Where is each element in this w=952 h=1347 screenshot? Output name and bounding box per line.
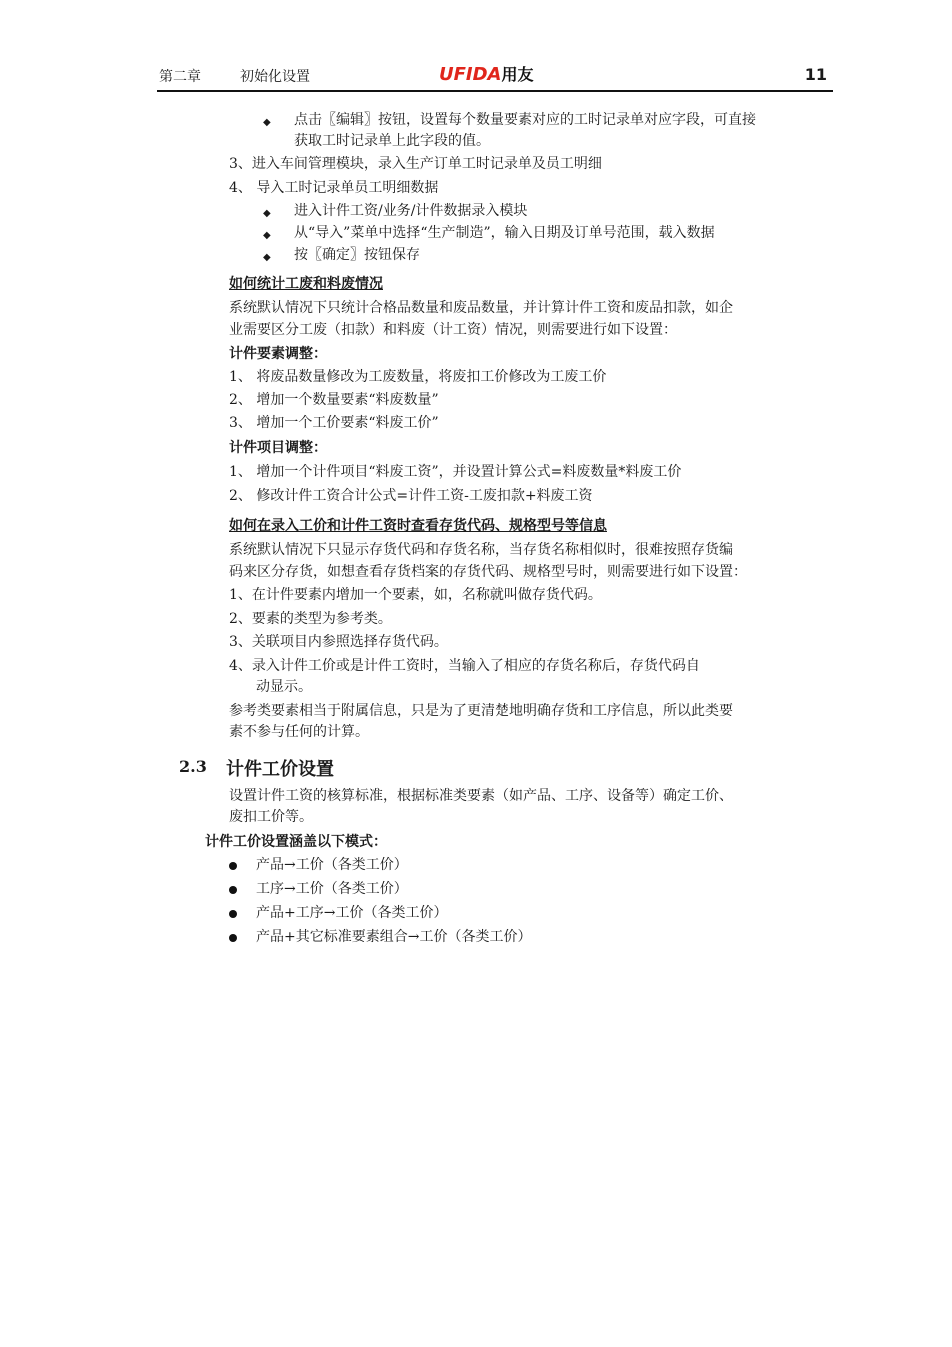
inventory-step-1: 1、在计件要素内增加一个要素，如，名称就叫做存货代码。: [229, 587, 602, 603]
inventory-step-2: 2、要素的类型为参考类。: [229, 611, 392, 627]
inventory-step-3: 3、关联项目内参照选择存货代码。: [229, 634, 448, 650]
page-number: 11: [804, 65, 827, 84]
ufida-logo: [439, 62, 534, 85]
heading-element-adjust: 计件要素调整：: [229, 346, 327, 362]
para-scrap-line2: 业需要区分工废（扣款）和料废（计工资）情况，则需要进行如下设置：: [229, 322, 677, 338]
diamond-bullet-icon: ◆: [263, 252, 271, 263]
bullet-enter-module: 进入计件工资/业务/计件数据录入模块: [294, 203, 528, 219]
diamond-bullet-icon: ◆: [263, 208, 271, 219]
bullet-confirm-save: 按〖确定〗按钮保存: [294, 247, 420, 263]
diamond-bullet-icon: ◆: [263, 230, 271, 241]
header-chapter: 第二章: [159, 69, 201, 85]
logo-brand: UFIDA: [439, 64, 502, 85]
logo-cn: 用友: [501, 65, 534, 84]
inventory-step-4-line2: 动显示。: [256, 679, 312, 695]
element-adjust-3: 3、 增加一个工价要素“料废工价”: [229, 415, 439, 431]
step-4: 4、 导入工时记录单员工明细数据: [229, 180, 439, 196]
heading-item-adjust: 计件项目调整：: [229, 440, 327, 456]
page-header: [157, 62, 833, 92]
bullet-dot-icon: [229, 862, 237, 870]
inventory-step-4-line1: 4、录入计件工价或是计件工资时，当输入了相应的存货名称后，存货代码自: [229, 658, 700, 674]
element-adjust-2: 2、 增加一个数量要素“料废数量”: [229, 392, 439, 408]
item-adjust-2: 2、 修改计件工资合计公式=计件工资-工废扣款+料废工资: [229, 488, 593, 504]
mode-item: 产品→工价（各类工价）: [256, 857, 408, 873]
heading-modes: 计件工价设置涵盖以下模式：: [205, 834, 387, 850]
mode-item: 产品+工序→工价（各类工价）: [256, 905, 448, 921]
para-reference-line2: 素不参与任何的计算。: [229, 724, 369, 740]
bullet-import-menu: 从“导入”菜单中选择“生产制造”，输入日期及订单号范围，载入数据: [294, 225, 715, 241]
para-wage-line2: 废扣工价等。: [229, 809, 313, 825]
diamond-bullet-icon: ◆: [263, 117, 271, 128]
heading-scrap-stats: 如何统计工废和料废情况: [229, 276, 383, 292]
heading-view-inventory-code: 如何在录入工价和计件工资时查看存货代码、规格型号等信息: [229, 518, 607, 534]
bullet-dot-icon: [229, 910, 237, 918]
step-3: 3、进入车间管理模块，录入生产订单工时记录单及员工明细: [229, 156, 602, 172]
element-adjust-1: 1、 将废品数量修改为工废数量，将废扣工价修改为工废工价: [229, 369, 607, 385]
para-inventory-line1: 系统默认情况下只显示存货代码和存货名称，当存货名称相似时，很难按照存货编: [229, 542, 733, 558]
bullet-dot-icon: [229, 886, 237, 894]
section-title: 计件工价设置: [226, 759, 334, 780]
para-scrap-line1: 系统默认情况下只统计合格品数量和废品数量，并计算计件工资和废品扣款，如企: [229, 300, 733, 316]
para-inventory-line2: 码来区分存货，如想查看存货档案的存货代码、规格型号时，则需要进行如下设置：: [229, 564, 747, 580]
bullet-edit-line1: 点击〖编辑〗按钮，设置每个数量要素对应的工时记录单对应字段，可直接: [294, 112, 756, 128]
section-number: 2.3: [179, 757, 207, 776]
header-section: 初始化设置: [240, 69, 310, 85]
mode-item: 工序→工价（各类工价）: [256, 881, 408, 897]
item-adjust-1: 1、 增加一个计件项目“料废工资”，并设置计算公式=料废数量*料废工价: [229, 464, 682, 480]
bullet-edit-line2: 获取工时记录单上此字段的值。: [294, 133, 490, 149]
mode-item: 产品+其它标准要素组合→工价（各类工价）: [256, 929, 532, 945]
para-wage-line1: 设置计件工资的核算标准，根据标准类要素（如产品、工序、设备等）确定工价、: [229, 788, 733, 804]
para-reference-line1: 参考类要素相当于附属信息，只是为了更清楚地明确存货和工序信息，所以此类要: [229, 703, 733, 719]
bullet-dot-icon: [229, 934, 237, 942]
